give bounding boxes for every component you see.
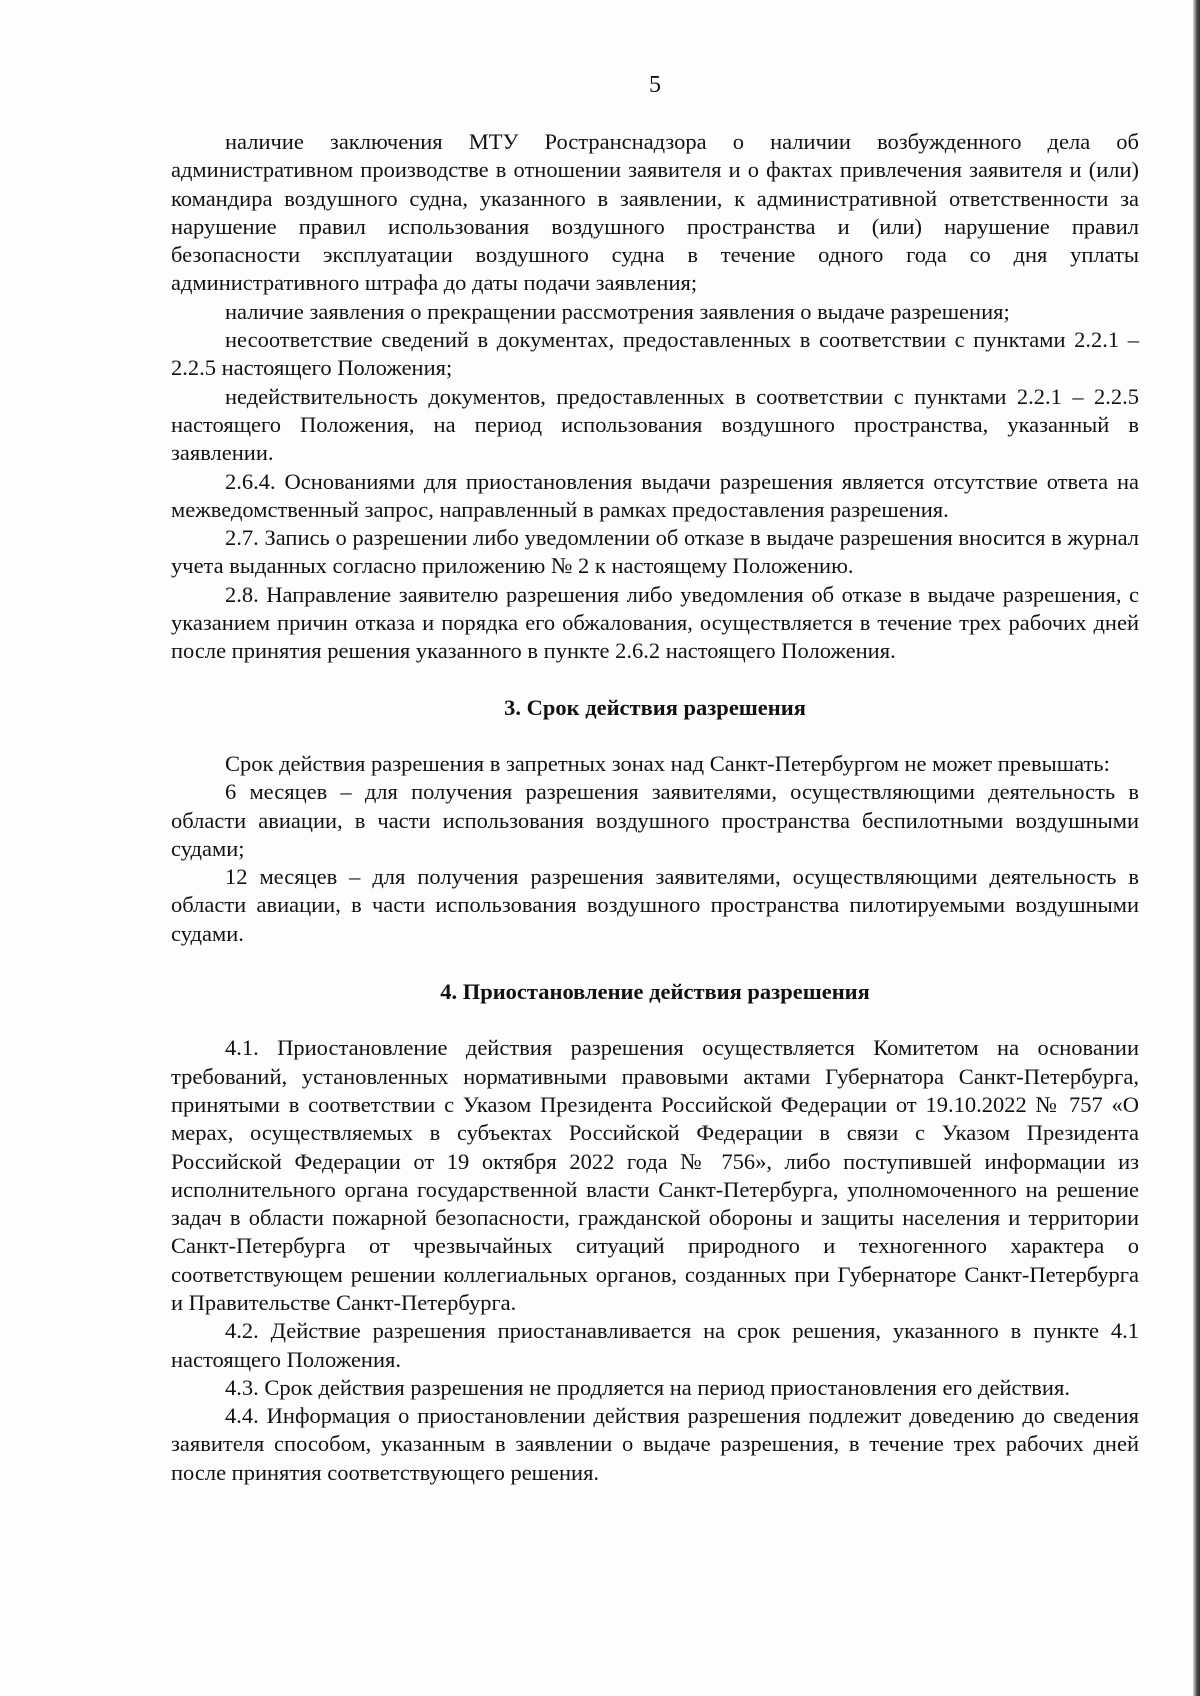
paragraph: наличие заявления о прекращении рассмотрения заявления о выдаче разрешения; (225, 298, 1010, 324)
section-heading-3: 3. Срок действия разрешения (504, 694, 806, 720)
paragraph: 4.4. Информация о приостановлении действия разрешения подлежит доведению до сведения заявителя способом, указанным в заявлении о выдаче разрешения, в течение трех рабочих дней после принятия соответствующего решения. (171, 1403, 1139, 1485)
paragraph: 2.6.4. Основаниями для приостановления выдачи разрешения является отсутствие ответа на межведомственный запрос, направленный в рамках предоставления разрешения. (171, 468, 1139, 522)
paragraph: 12 месяцев – для получения разрешения заявителями, осуществляющими деятельность в области авиации, в части использования воздушного пространства пилотируемыми воздушными судами. (171, 864, 1139, 946)
paragraph: 4.3. Срок действия разрешения не продляется на период приостановления его действия. (225, 1374, 1070, 1400)
page-number: 5 (649, 72, 661, 98)
paragraph: Срок действия разрешения в запретных зонах над Санкт-Петербургом не может превышать: (225, 750, 1110, 776)
scan-edge-shadow (1193, 0, 1200, 1696)
document-body (171, 128, 1139, 1487)
paragraph: 4.1. Приостановление действия разрешения осуществляется Комитетом на основании требований, установленных нормативными правовыми актами Губернатора Санкт-Петербурга, принятыми в соответствии с Указом Президента Российской Федерации от 19.10.2022 № 757 «О мерах, осуществляемых в субъектах Российской Федерации в связи с Указом Президента Российской Федерации от 19 октября 2022 года № 756», либо поступившей информации из исполнительного органа государственной власти Санкт-Петербурга, уполномоченного на решение задач в области пожарной безопасности, гражданской обороны и защиты населения и территории Санкт-Петербурга от чрезвычайных ситуаций природного и техногенного характера о соответствующем решении коллегиальных органов, созданных при Губернаторе Санкт-Петербурга и Правительстве Санкт-Петербурга. (171, 1035, 1139, 1315)
paragraph: наличие заключения МТУ Ространснадзора о наличии возбужденного дела об административном производстве в отношении заявителя и о фактах привлечения заявителя и (или) командира воздушного судна, указанного в заявлении, к административной ответственности за нарушение правил использования воздушного пространства и (или) нарушение правил безопасности эксплуатации воздушного судна в течение одного года со дня уплаты административного штрафа до даты подачи заявления; (171, 129, 1139, 296)
paragraph: недействительность документов, предоставленных в соответствии с пунктами 2.2.1 – 2.2.5 настоящего Положения, на период использования воздушного пространства, указанный в заявлении. (171, 383, 1139, 466)
paragraph: несоответствие сведений в документах, предоставленных в соответствии с пунктами 2.2.1 – 2.2.5 настоящего Положения; (171, 327, 1139, 381)
paragraph: 2.7. Запись о разрешении либо уведомлении об отказе в выдаче разрешения вносится в журнал учета выданных согласно приложению № 2 к настоящему Положению. (171, 525, 1139, 579)
paragraph: 6 месяцев – для получения разрешения заявителями, осуществляющими деятельность в области авиации, в части использования воздушного пространства беспилотными воздушными судами; (171, 779, 1139, 861)
section-heading-4: 4. Приостановление действия разрешения (440, 979, 870, 1005)
paragraph: 2.8. Направление заявителю разрешения либо уведомления об отказе в выдаче разрешения, с указанием причин отказа и порядка его обжалования, осуществляется в течение трех рабочих дней после принятия решения указанного в пункте 2.6.2 настоящего Положения. (171, 581, 1139, 664)
paragraph: 4.2. Действие разрешения приостанавливается на срок решения, указанного в пункте 4.1 настоящего Положения. (171, 1318, 1139, 1372)
